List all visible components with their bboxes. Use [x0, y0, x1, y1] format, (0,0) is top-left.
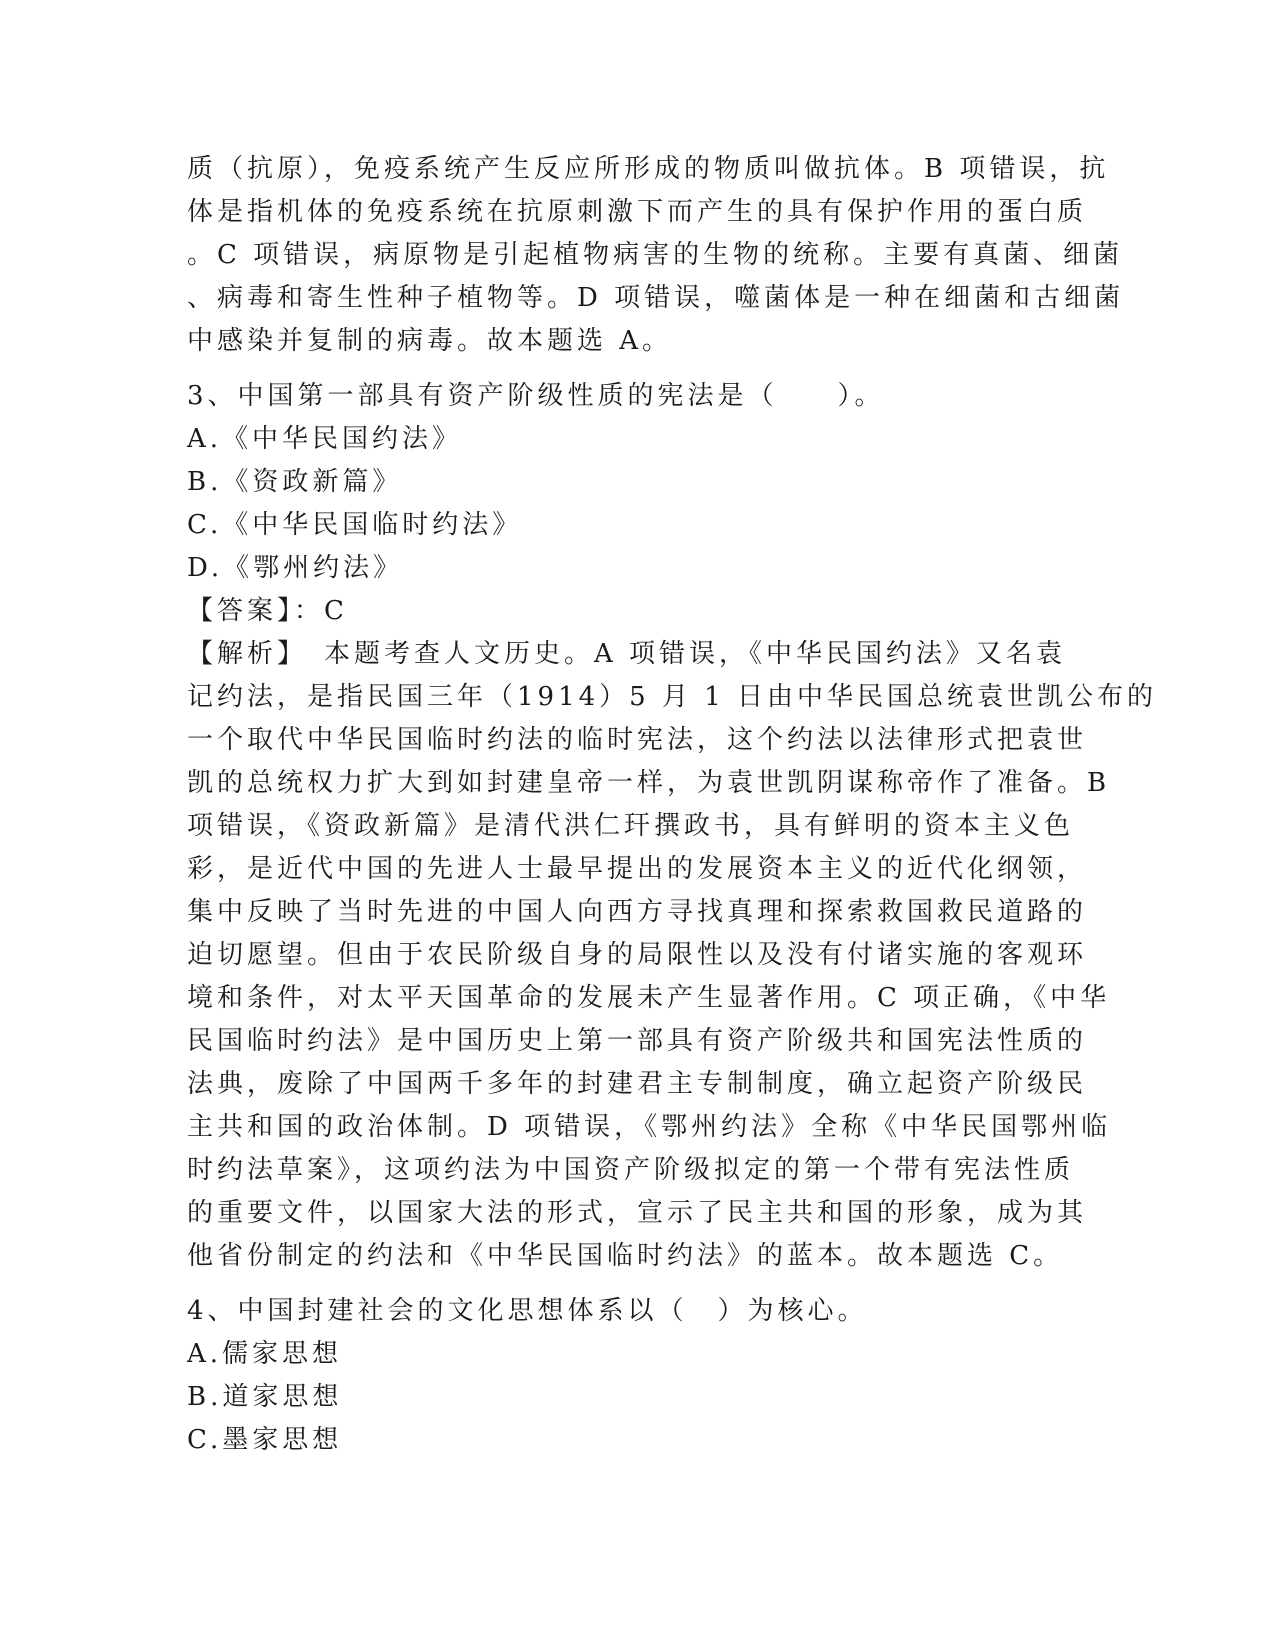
question-stem: 4、中国封建社会的文化思想体系以（ ）为核心。: [187, 1296, 868, 1326]
analysis-line: 主共和国的政治体制。D 项错误，《鄂州约法》全称《中华民国鄂州临: [187, 1112, 1112, 1142]
option-a: A.儒家思想: [187, 1339, 343, 1369]
analysis-line: 体是指机体的免疫系统在抗原刺激下而产生的具有保护作用的蛋白质: [187, 197, 1088, 227]
question-analysis: [187, 633, 1158, 1278]
analysis-line: 的重要文件，以国家大法的形式，宣示了民主共和国的形象，成为其: [187, 1198, 1088, 1228]
question-3: [187, 375, 1158, 1278]
answer-line: 【答案】：C: [187, 596, 348, 626]
analysis-line: 彩，是近代中国的先进人士最早提出的发展资本主义的近代化纲领，: [187, 854, 1088, 884]
question-4: [187, 1290, 1087, 1462]
analysis-line: 一个取代中华民国临时约法的临时宪法，这个约法以法律形式把袁世: [187, 725, 1088, 755]
question-stem: 3、中国第一部具有资产阶级性质的宪法是（ ）。: [187, 381, 885, 411]
analysis-line: 迫切愿望。但由于农民阶级自身的局限性以及没有付诸实施的客观环: [187, 940, 1088, 970]
spacer: [187, 363, 1087, 375]
analysis-line: 法典，废除了中国两千多年的封建君主专制制度，确立起资产阶级民: [187, 1069, 1088, 1099]
option-b: B.《资政新篇》: [187, 467, 403, 497]
option-c: C.墨家思想: [187, 1425, 343, 1455]
analysis-line: 时约法草案》，这项约法为中国资产阶级拟定的第一个带有宪法性质: [187, 1155, 1075, 1185]
spacer: [187, 1278, 1087, 1290]
analysis-line: 境和条件，对太平天国革命的发展未产生显著作用。C 项正确，《中华: [187, 983, 1111, 1013]
analysis-line: 项错误，《资政新篇》是清代洪仁玕撰政书，具有鲜明的资本主义色: [187, 811, 1075, 841]
analysis-line: 中感染并复制的病毒。故本题选 A。: [187, 326, 673, 356]
previous-question-analysis: [187, 148, 1125, 363]
option-d: D.《鄂州约法》: [187, 553, 404, 583]
analysis-line: 。C 项错误，病原物是引起植物病害的生物的统称。主要有真菌、细菌: [187, 240, 1124, 270]
analysis-line: 他省份制定的约法和《中华民国临时约法》的蓝本。故本题选 C。: [187, 1241, 1064, 1271]
analysis-line: 质（抗原），免疫系统产生反应所形成的物质叫做抗体。B 项错误，抗: [187, 154, 1110, 184]
analysis-line: 、病毒和寄生性种子植物等。D 项错误，噬菌体是一种在细菌和古细菌: [187, 283, 1125, 313]
analysis-line: 凯的总统权力扩大到如封建皇帝一样，为袁世凯阴谋称帝作了准备。B: [187, 768, 1111, 798]
document-page: [187, 148, 1158, 1462]
option-c: C.《中华民国临时约法》: [187, 510, 523, 540]
option-a: A.《中华民国约法》: [187, 424, 463, 454]
analysis-line: 记约法，是指民国三年（1914）5 月 1 日由中华民国总统袁世凯公布的: [187, 682, 1158, 712]
option-b: B.道家思想: [187, 1382, 343, 1412]
analysis-line: 民国临时约法》是中国历史上第一部具有资产阶级共和国宪法性质的: [187, 1026, 1088, 1056]
analysis-line: 【解析】 本题考查人文历史。A 项错误，《中华民国约法》又名袁: [187, 639, 1067, 669]
analysis-line: 集中反映了当时先进的中国人向西方寻找真理和探索救国救民道路的: [187, 897, 1088, 927]
